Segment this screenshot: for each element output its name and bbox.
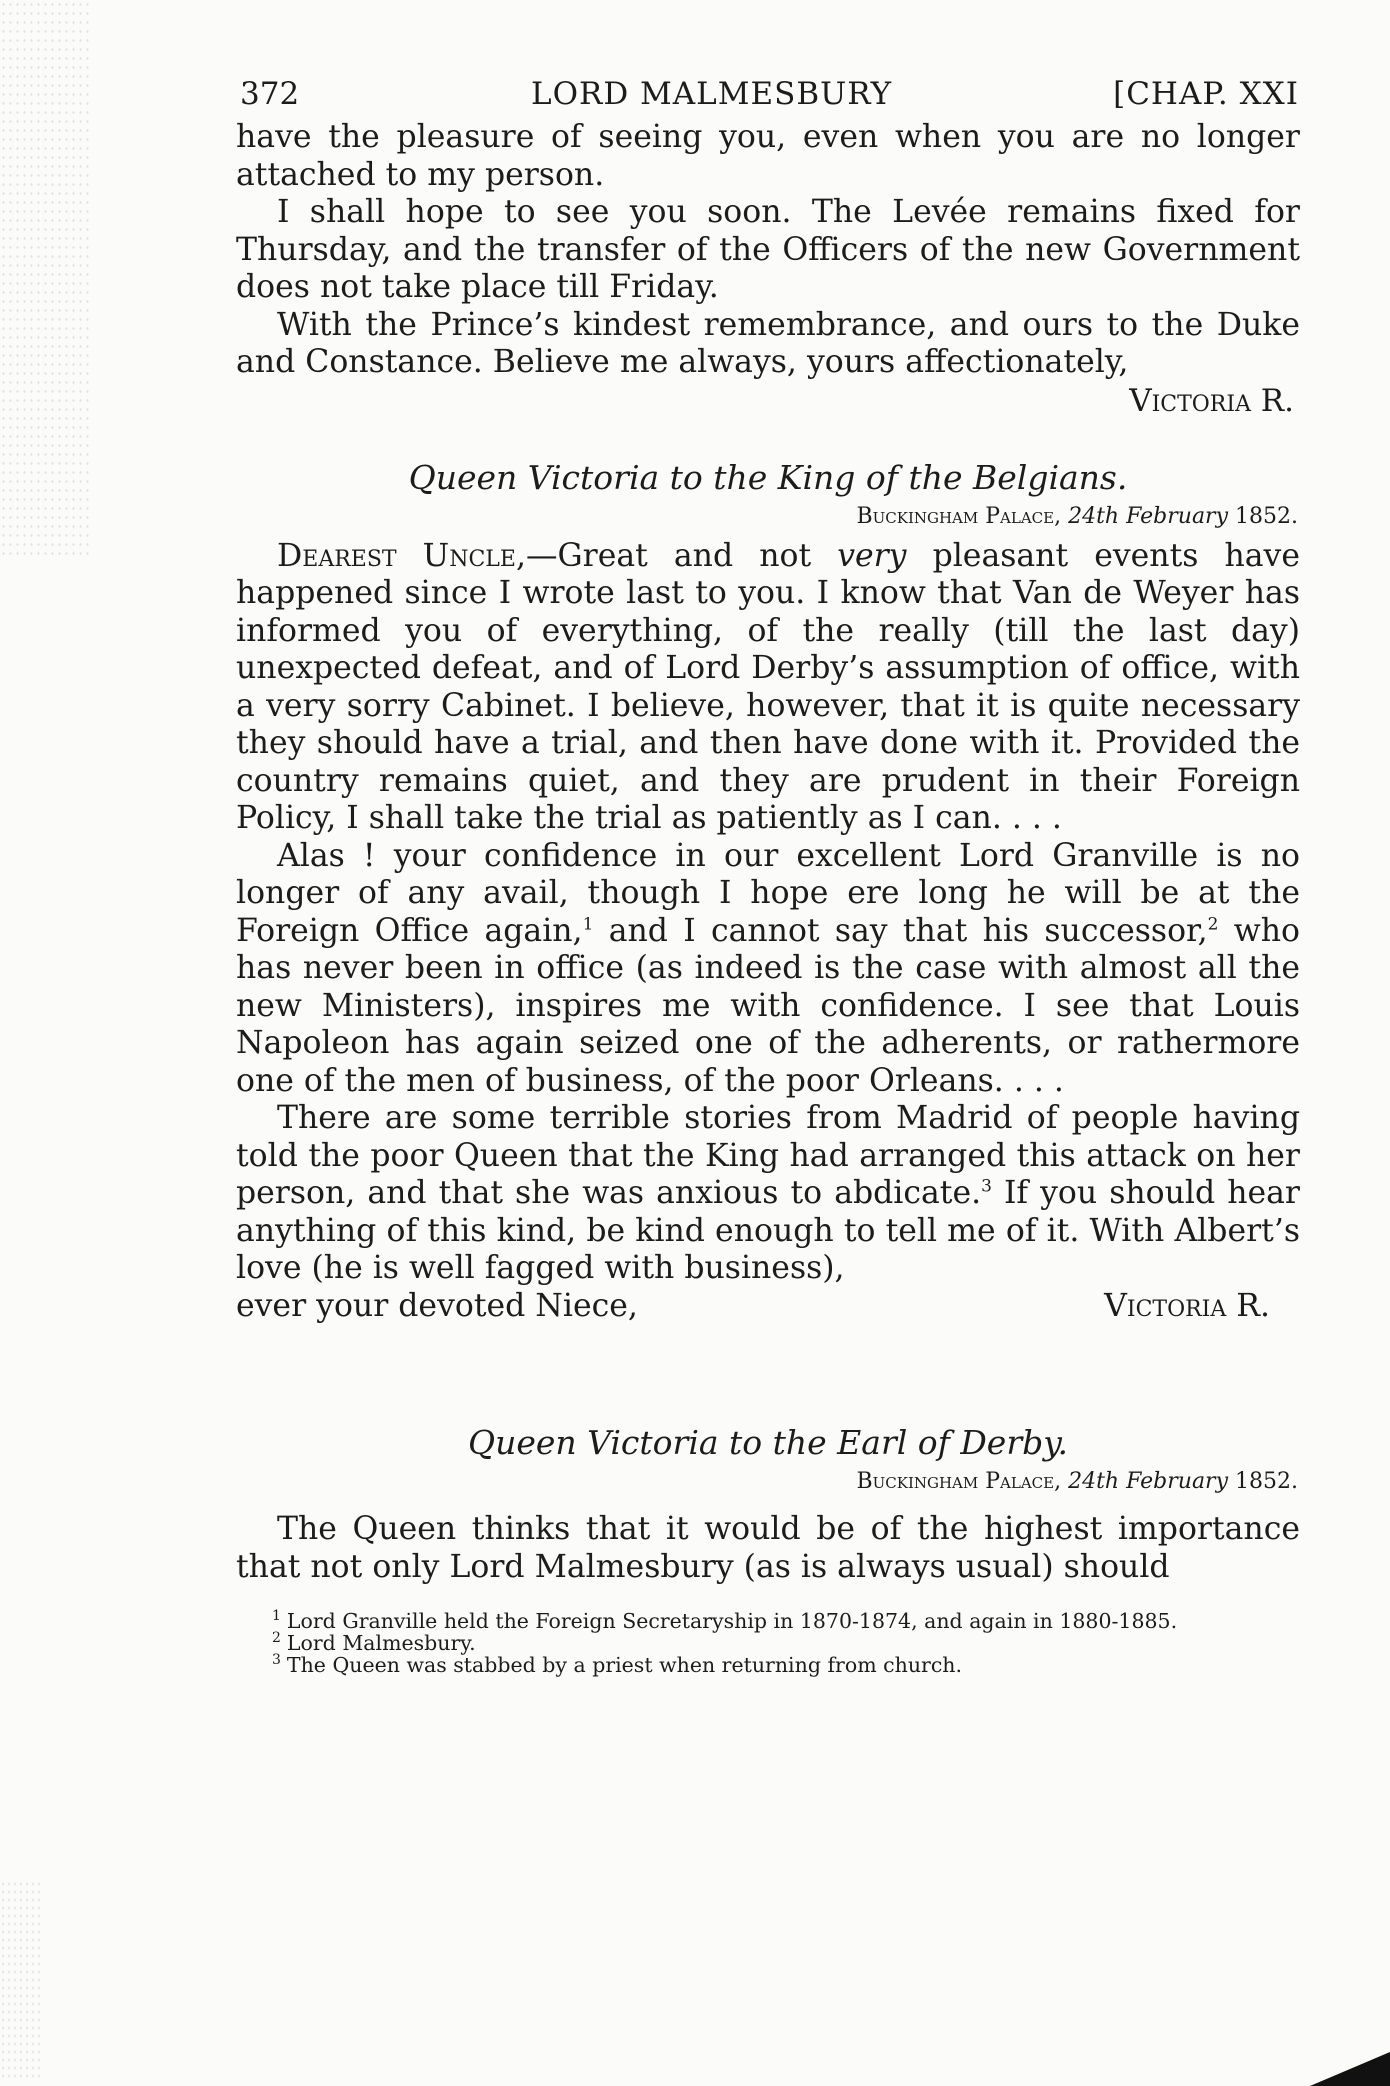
- paragraph: The Queen thinks that it would be of the highest importance that not only Lord Malmesbury (as is always usual) should: [236, 1511, 1300, 1585]
- dateline: [236, 1467, 1300, 1497]
- paragraph: Dearest Uncle,—Great and not very pleasant events have happened since I wrote last to you. I know that Van de Weyer has informed you of everything, of the really (till the last day) unexpected defeat, and of Lord Derby’s assumption of office, with a very sorry Cabinet. I believe, however, that it is quite necessary they should have a trial, and then have done with it. Provided the country remains quiet, and they are prudent in their Foreign Policy, I shall take the trial as patiently as I can. . . .: [236, 537, 1300, 836]
- letter-earl-of-derby: [236, 1423, 1300, 1586]
- page-number: 372: [240, 76, 300, 112]
- dateline: [236, 502, 1300, 532]
- date: 24th February: [1068, 1469, 1229, 1494]
- signature: Victoria R.: [1104, 1287, 1270, 1324]
- letter-king-of-belgians: [236, 458, 1300, 1326]
- year: 1852.: [1235, 503, 1298, 529]
- letter-heading: Queen Victoria to the King of the Belgians.: [408, 457, 1128, 497]
- running-header: [236, 76, 1300, 126]
- paragraph: With the Prince’s kindest remembrance, and ours to the Duke and Constance. Believe me always, yours affectionately,: [236, 306, 1300, 380]
- footnote: $^2$ Lord Malmesbury.: [272, 1630, 476, 1655]
- place: Buckingham Palace,: [856, 1469, 1062, 1494]
- footnote-ref: 3: [981, 1176, 992, 1197]
- page-edge-speckle: [0, 0, 90, 560]
- footnote-ref: 1: [582, 914, 594, 934]
- book-page: [236, 76, 1300, 1676]
- page-edge-speckle-lower: [0, 1880, 40, 2080]
- place: Buckingham Palace,: [856, 503, 1062, 529]
- paragraph: There are some terrible stories from Madrid of people having told the poor Queen that the King had arranged this attack on her person, and that she was anxious to abdicate.$^3$ If you should hear anything of this kind, be kind enough to tell me of it. With Albert’s love (he is well fagged with business),: [236, 1100, 1300, 1286]
- letter-continued: [236, 119, 1300, 420]
- date: 24th February: [1068, 503, 1229, 529]
- letter-heading: Queen Victoria to the Earl of Derby.: [468, 1423, 1068, 1462]
- paragraph: I shall hope to see you soon. The Levée remains fixed for Thursday, and the transfer of the Officers of the new Government does not take place till Friday.: [236, 194, 1300, 305]
- footnotes: [236, 1610, 1300, 1676]
- running-title: LORD MALMESBURY: [531, 76, 893, 112]
- footnote: $^1$ Lord Granville held the Foreign Secretaryship in 1870-1874, and again in 1880-1885.: [272, 1608, 1178, 1633]
- chapter-label: [CHAP. XXI: [1113, 76, 1299, 112]
- signature: Victoria R.: [1129, 382, 1294, 419]
- scan-corner-mark: [1310, 2052, 1390, 2086]
- year: 1852.: [1235, 1469, 1298, 1494]
- closing: ever your devoted Niece,: [236, 1287, 638, 1324]
- emphasis: very: [837, 537, 907, 574]
- footnote: $^3$ The Queen was stabbed by a priest when returning from church.: [272, 1652, 963, 1677]
- closing-line: [236, 1288, 1300, 1326]
- salutation: Dearest Uncle,: [277, 537, 526, 574]
- paragraph: have the pleasure of seeing you, even when you are no longer attached to my person.: [236, 119, 1300, 193]
- footnote-ref: 2: [1207, 914, 1219, 934]
- paragraph: Alas ! your confidence in our excellent Lord Granville is no longer of any avail, though I hope ere long he will be at the Foreign Office again,$^1$ and I cannot say that his successor,$^2$ who has never been in office (as indeed is the case with almost all the new Ministers), inspires me with confidence. I see that Louis Napoleon has again seized one of the adherents, or rathermore one of the men of business, of the poor Orleans. . . .: [236, 837, 1301, 1099]
